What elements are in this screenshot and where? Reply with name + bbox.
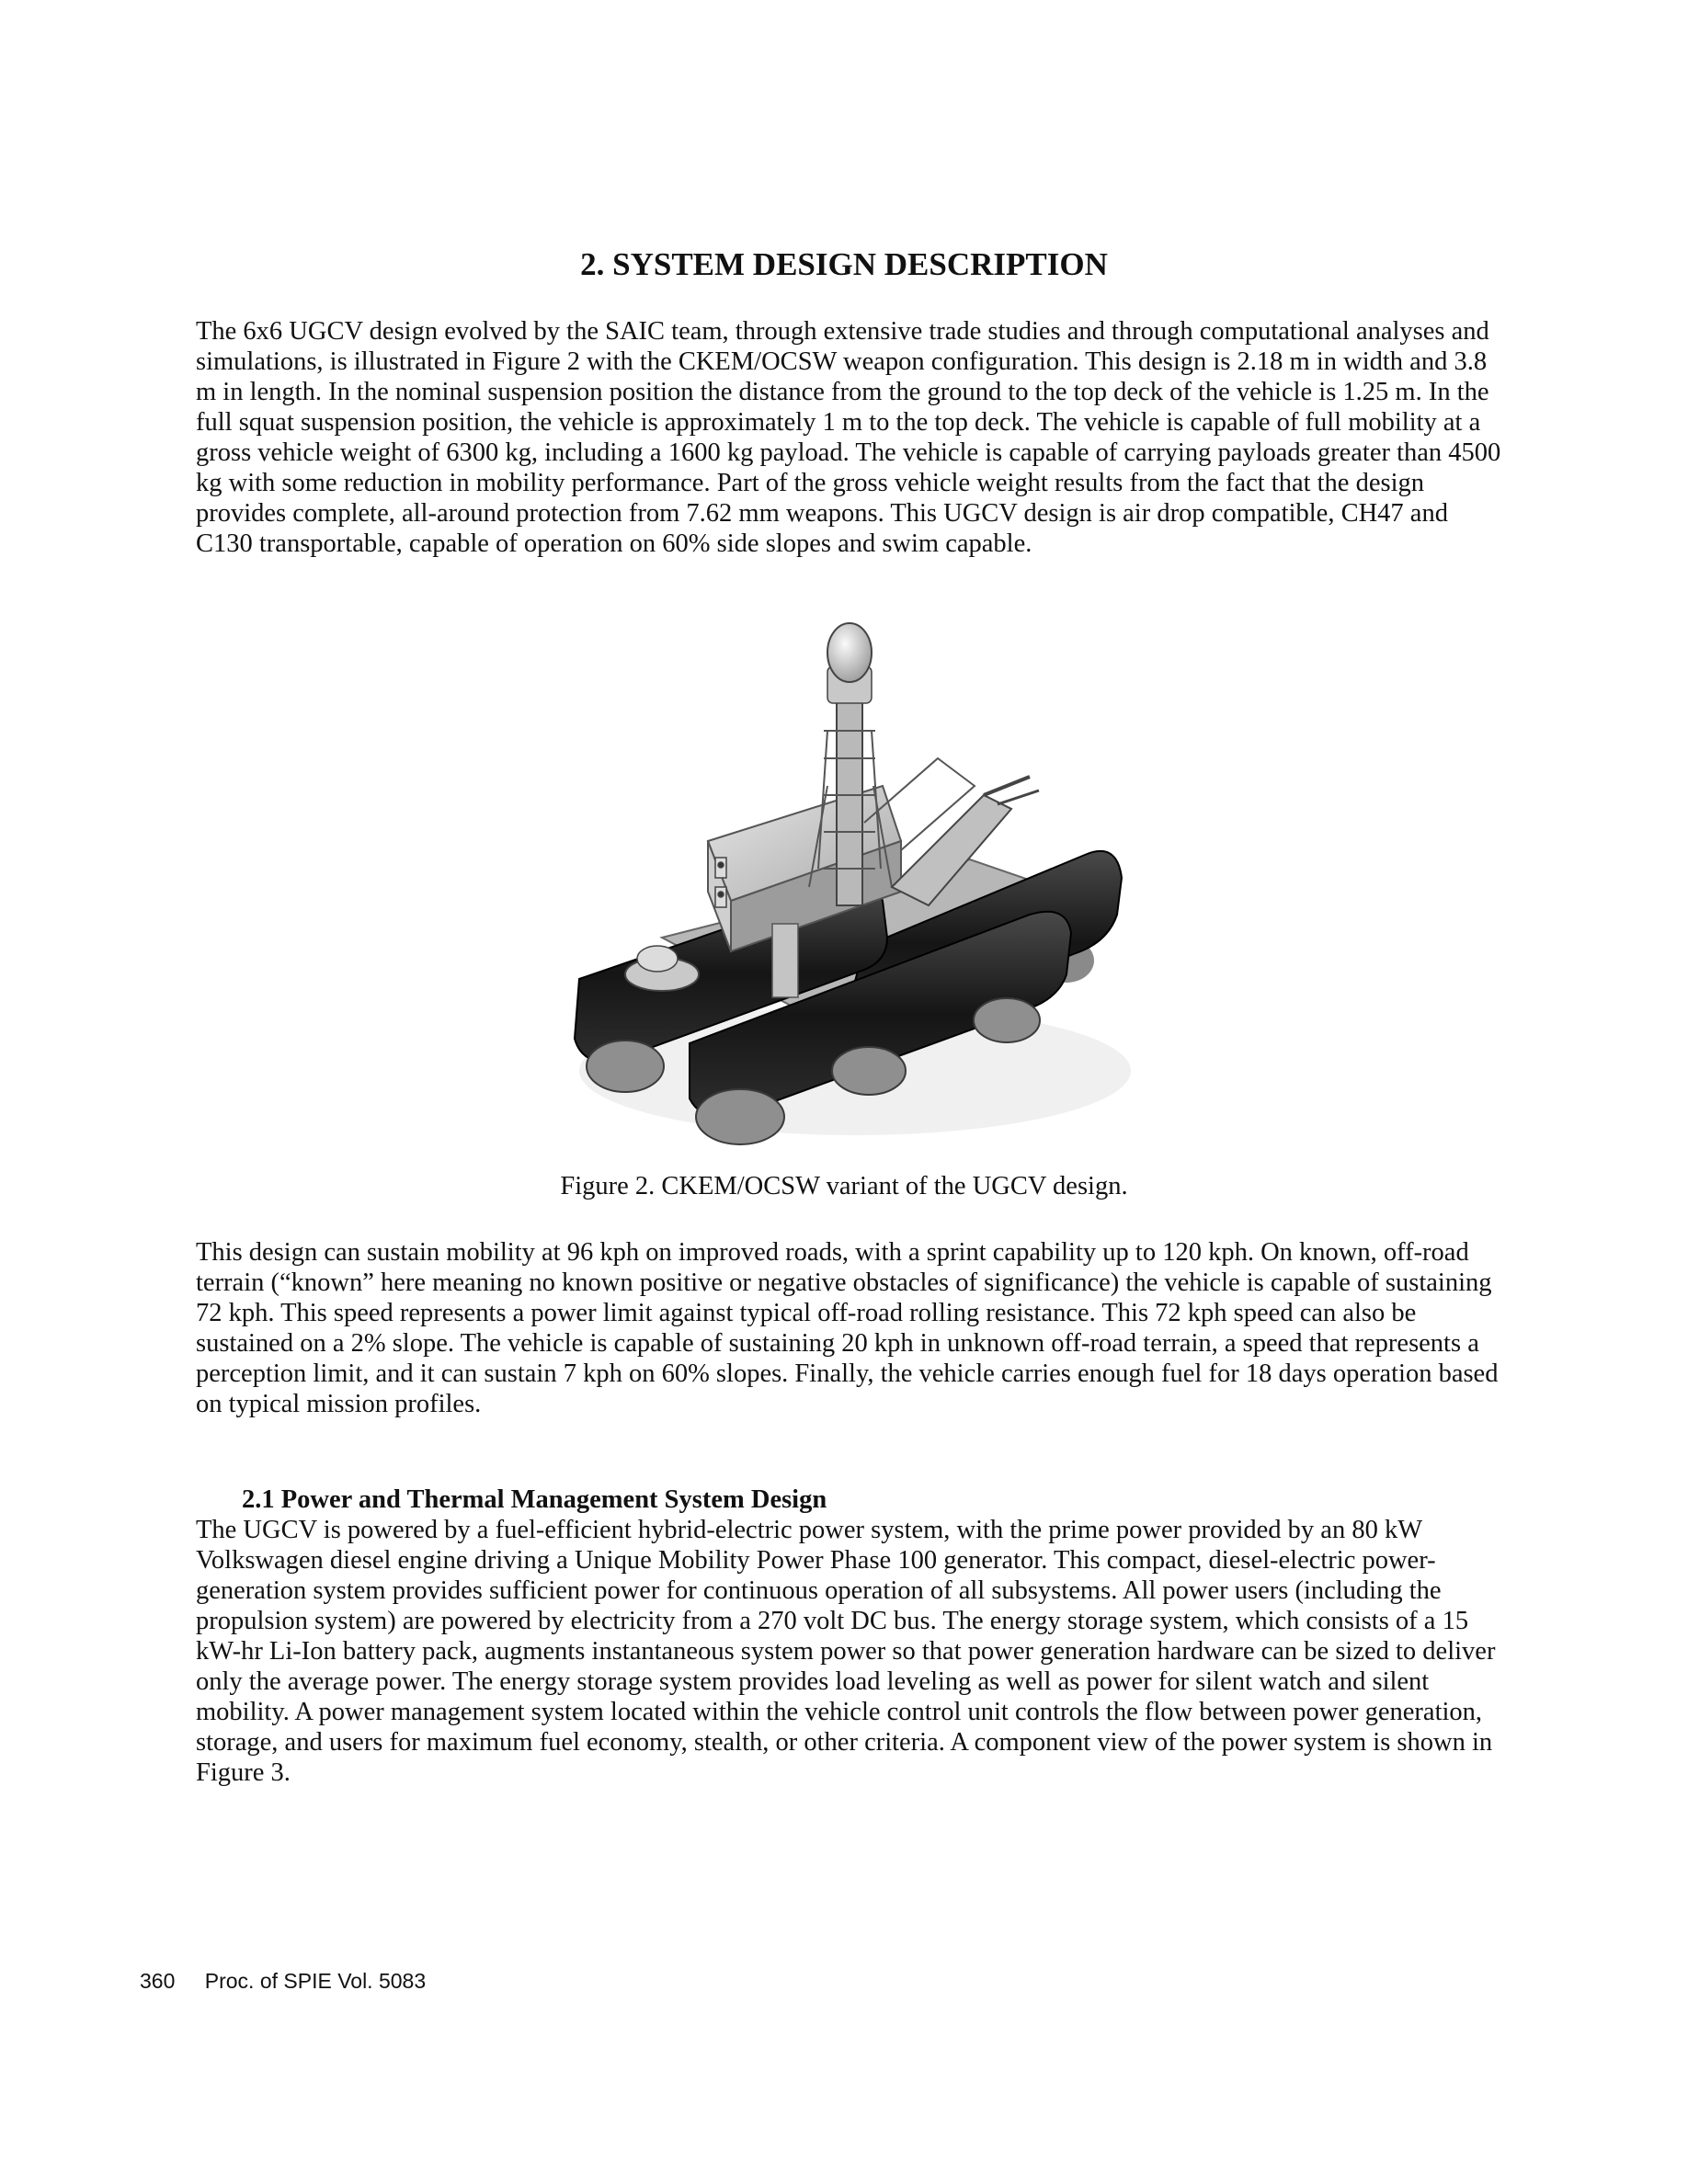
figure-ugcv-render: [552, 611, 1158, 1167]
subsection-heading: 2.1 Power and Thermal Management System Design: [242, 1485, 827, 1514]
figure-caption: Figure 2. CKEM/OCSW variant of the UGCV design.: [560, 1172, 1128, 1200]
proceedings-label: Proc. of SPIE Vol. 5083: [204, 1969, 427, 1993]
power-paragraph: The UGCV is powered by a fuel-efficient hybrid-electric power system, with the prime power provided by an 80 kW Volkswagen diesel engine driving a Unique Mobility Power Phase 100 generator. This compact, diesel-electric power-generation system provides sufficient power for continuous operation of all subsystems. All power users (including the propulsion system) are powered by electricity from a 270 volt DC bus. The energy storage system, which consists of a 15 kW-hr Li-Ion battery pack, augments instantaneous system power so that power generation hardware can be sized to deliver only the average power. The energy storage system provides load leveling as well as power for silent watch and silent mobility. A power management system located within the vehicle control unit controls the flow between power generation, storage, and users for maximum fuel economy, stealth, or other criteria. A component view of the power system is shown in Figure 3.: [196, 1516, 1496, 1787]
section-heading: 2. SYSTEM DESIGN DESCRIPTION: [580, 246, 1108, 282]
intro-paragraph: The 6x6 UGCV design evolved by the SAIC team, through extensive trade studies and through computational analyses and simulations, is illustrated in Figure 2 with the CKEM/OCSW weapon configuration. This design is 2.18 m in width and 3.8 m in length. In the nominal suspension position the distance from the ground to the top deck of the vehicle is 1.25 m. In the full squat suspension position, the vehicle is approximately 1 m to the top deck. The vehicle is capable of full mobility at a gross vehicle weight of 6300 kg, including a 1600 kg payload. The vehicle is capable of carrying payloads greater than 4500 kg with some reduction in mobility performance. Part of the gross vehicle weight results from the fact that the design provides complete, all-around protection from 7.62 mm weapons. This UGCV design is air drop compatible, CH47 and C130 transportable, capable of operation on 60% side slopes and swim capable.: [196, 317, 1501, 558]
page-number: 360: [140, 1969, 176, 1993]
page-footer: [140, 1969, 450, 1994]
vehicle-illustration: [552, 611, 1158, 1167]
mobility-paragraph: This design can sustain mobility at 96 kph on improved roads, with a sprint capability up to 120 kph. On known, off-road terrain (“known” here meaning no known positive or negative obstacles of significance) the vehicle is capable of sustaining 72 kph. This speed represents a power limit against typical off-road rolling resistance. This 72 kph speed can also be sustained on a 2% slope. The vehicle is capable of sustaining 20 kph in unknown off-road terrain, a speed that represents a perception limit, and it can sustain 7 kph on 60% slopes. Finally, the vehicle carries enough fuel for 18 days operation based on typical mission profiles.: [196, 1238, 1499, 1418]
power-section: [196, 1484, 1501, 1788]
